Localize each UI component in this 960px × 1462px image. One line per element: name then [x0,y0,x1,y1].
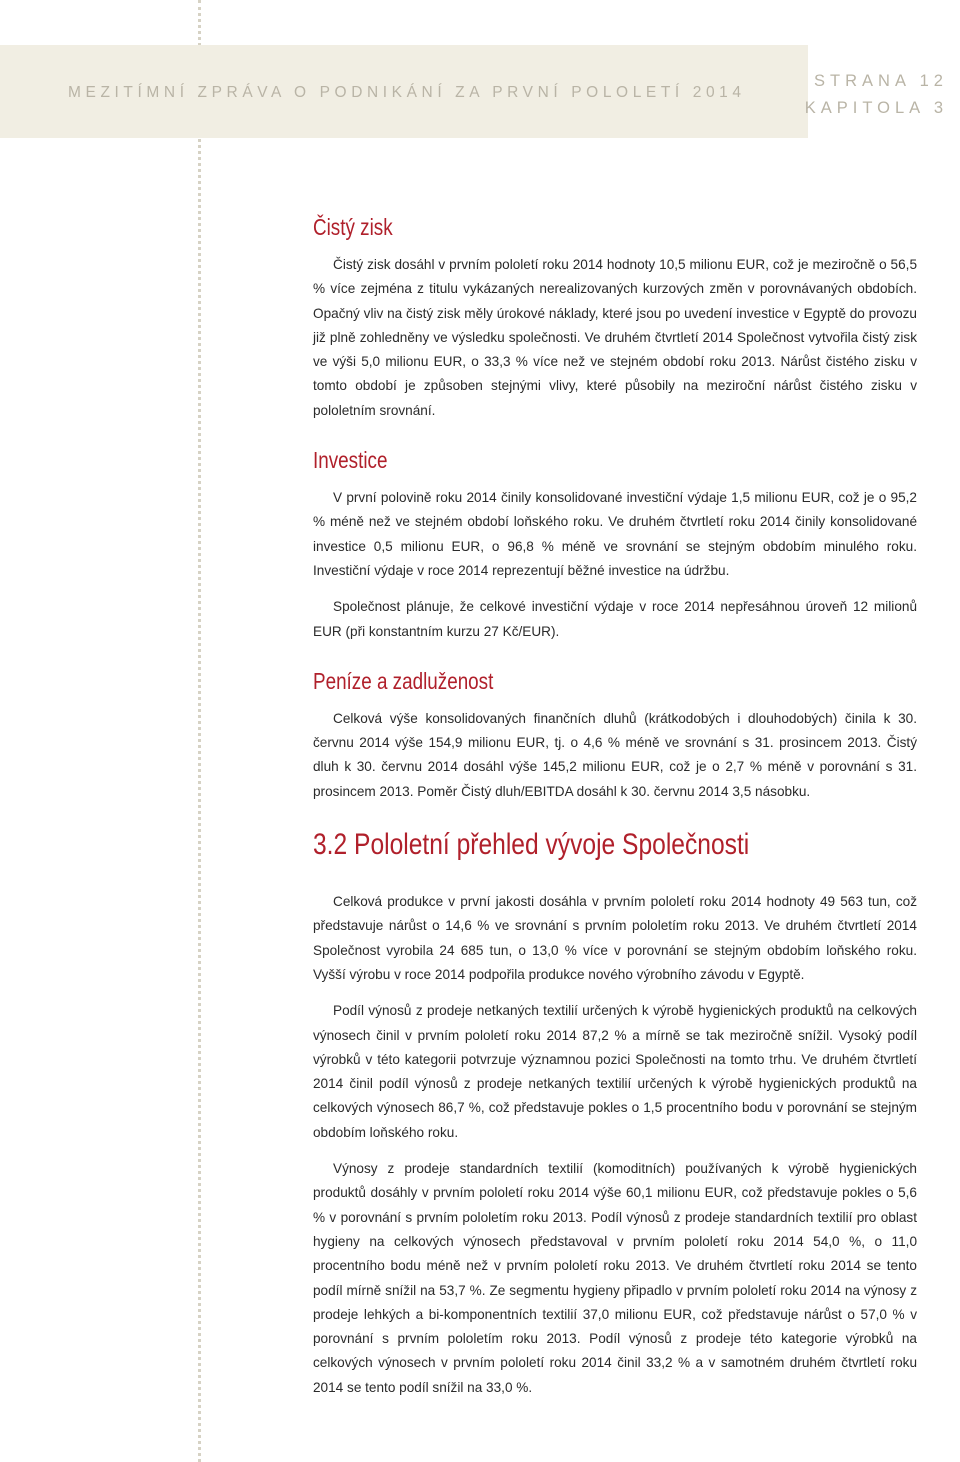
main-content [313,214,917,1424]
paragraph: V první polovině roku 2014 činily konsolidované investiční výdaje 1,5 milionu EUR, což je o 95,2 % méně než ve stejném období loňského roku. Ve druhém čtvrtletí roku 2014 činily konsolidované investice 0,5 milionu EUR, o 96,8 % méně ve srovnání se stejným obdobím minulého roku. Investiční výdaje v roce 2014 reprezentují běžné investice na údržbu. [313,490,917,578]
paragraph: Celková výše konsolidovaných finančních dluhů (krátkodobých i dlouhodobých) činila k 30. červnu 2014 výše 154,9 milionu EUR, tj. o 4,6 % méně ve srovnání s 31. prosincem 2013. Čistý dluh k 30. červnu 2014 dosáhl výše 145,2 milionu EUR, což je o 2,7 % méně v porovnání s 31. prosincem 2013. Poměr Čistý dluh/EBITDA dosáhl k 30. červnu 2014 3,5 násobku. [313,710,917,799]
paragraph: Společnost plánuje, že celkové investiční výdaje v roce 2014 nepřesáhnou úroveň 12 milionů EUR (při konstantním kurzu 27 Kč/EUR). [313,599,917,639]
section-overview [313,828,917,1400]
report-title: MEZITÍMNÍ ZPRÁVA O PODNIKÁNÍ ZA PRVNÍ POLOLETÍ 2014 [68,84,746,101]
section-cash-debt [313,668,917,804]
paragraph: Výnosy z prodeje standardních textilií (komoditních) používaných k výrobě hygienických produktů dosáhly v prvním pololetí roku 2014 výše 60,1 milionu EUR, což představuje pokles o 5,6 % v porovnání s prvním pololetím roku 2013. Podíl výnosů z prodeje standardních textilií pro oblast hygieny na celkových výnosech představoval v prvním pololetí roku 2014 54,0 %, o 11,0 procentního bodu méně než v prvním pololetí roku 2013. Ve druhém čtvrtletí roku 2014 se tento podíl mírně snížil na 53,7 %. Ze segmentu hygieny připadlo v prvním pololetí roku 2014 na výnosy z prodeje lehkých a bi-komponentních textilií 37,0 milionu EUR, což představuje nárůst o 57,0 % v porovnání s prvním pololetím roku 2013. Podíl výnosů z prodeje této kategorie výrobků na celkových výnosech v prvním pololetí roku 2014 činil 33,2 % a v samotném druhém čtvrtletí roku 2014 se tento podíl snížil na 33,0 %. [313,1161,917,1395]
paragraph: Celková produkce v první jakosti dosáhla v prvním pololetí roku 2014 hodnoty 49 563 tun, což představuje nárůst o 14,6 % ve srovnání s prvním pololetím roku 2013. Ve druhém čtvrtletí 2014 Společnost vyrobila 24 685 tun, o 13,0 % více v porovnání se stejným obdobím loňského roku. Vyšší výrobu v roce 2014 podpořila produkce nového výrobního závodu v Egyptě. [313,894,917,982]
chapter-number: KAPITOLA 3 [804,99,948,117]
dotted-margin-line [198,0,201,1462]
section-heading: Peníze a zadluženost [313,667,494,694]
chapter-heading: 3.2 Pololetní přehled vývoje Společnosti [313,828,750,862]
page-number: STRANA 12 [814,72,948,90]
page-info [805,68,948,122]
section-heading: Čistý zisk [313,214,393,240]
paragraph: Podíl výnosů z prodeje netkaných textilií určených k výrobě hygienických produktů na celkových výnosech činil v prvním pololetí roku 2014 87,2 % a mírně se tak meziročně snížil. Vysoký podíl výrobků v této kategorii potvrzuje významnou pozici Společnosti na tomto trhu. Ve druhém čtvrtletí 2014 činil podíl výnosů z prodeje netkaných textilií určených k výrobě hygienických produktů na celkových výnosech 86,7 %, což představuje pokles o 1,5 procentního bodu v porovnání se stejným obdobím loňského roku. [313,1003,917,1140]
section-investment [313,447,917,644]
paragraph: Čistý zisk dosáhl v prvním pololetí roku 2014 hodnoty 10,5 milionu EUR, což je meziročně o 56,5 % více zejména z titulu vykázaných nerealizovaných kurzových změn v porovnávaných obdobích. Opačný vliv na čistý zisk měly úrokové náklady, které jsou po uvedení investice v Egyptě do provozu již plně zohledněny ve výsledku společnosti. Ve druhém čtvrtletí 2014 Společnost vytvořila čistý zisk ve výši 5,0 milionu EUR, o 33,3 % více než ve stejném období roku 2013. Nárůst čistého zisku v tomto období je způsoben stejnými vlivy, které působily na meziroční nárůst čistého zisku v pololetním srovnání. [313,257,917,418]
section-heading: Investice [313,447,388,474]
section-net-profit [313,214,917,423]
